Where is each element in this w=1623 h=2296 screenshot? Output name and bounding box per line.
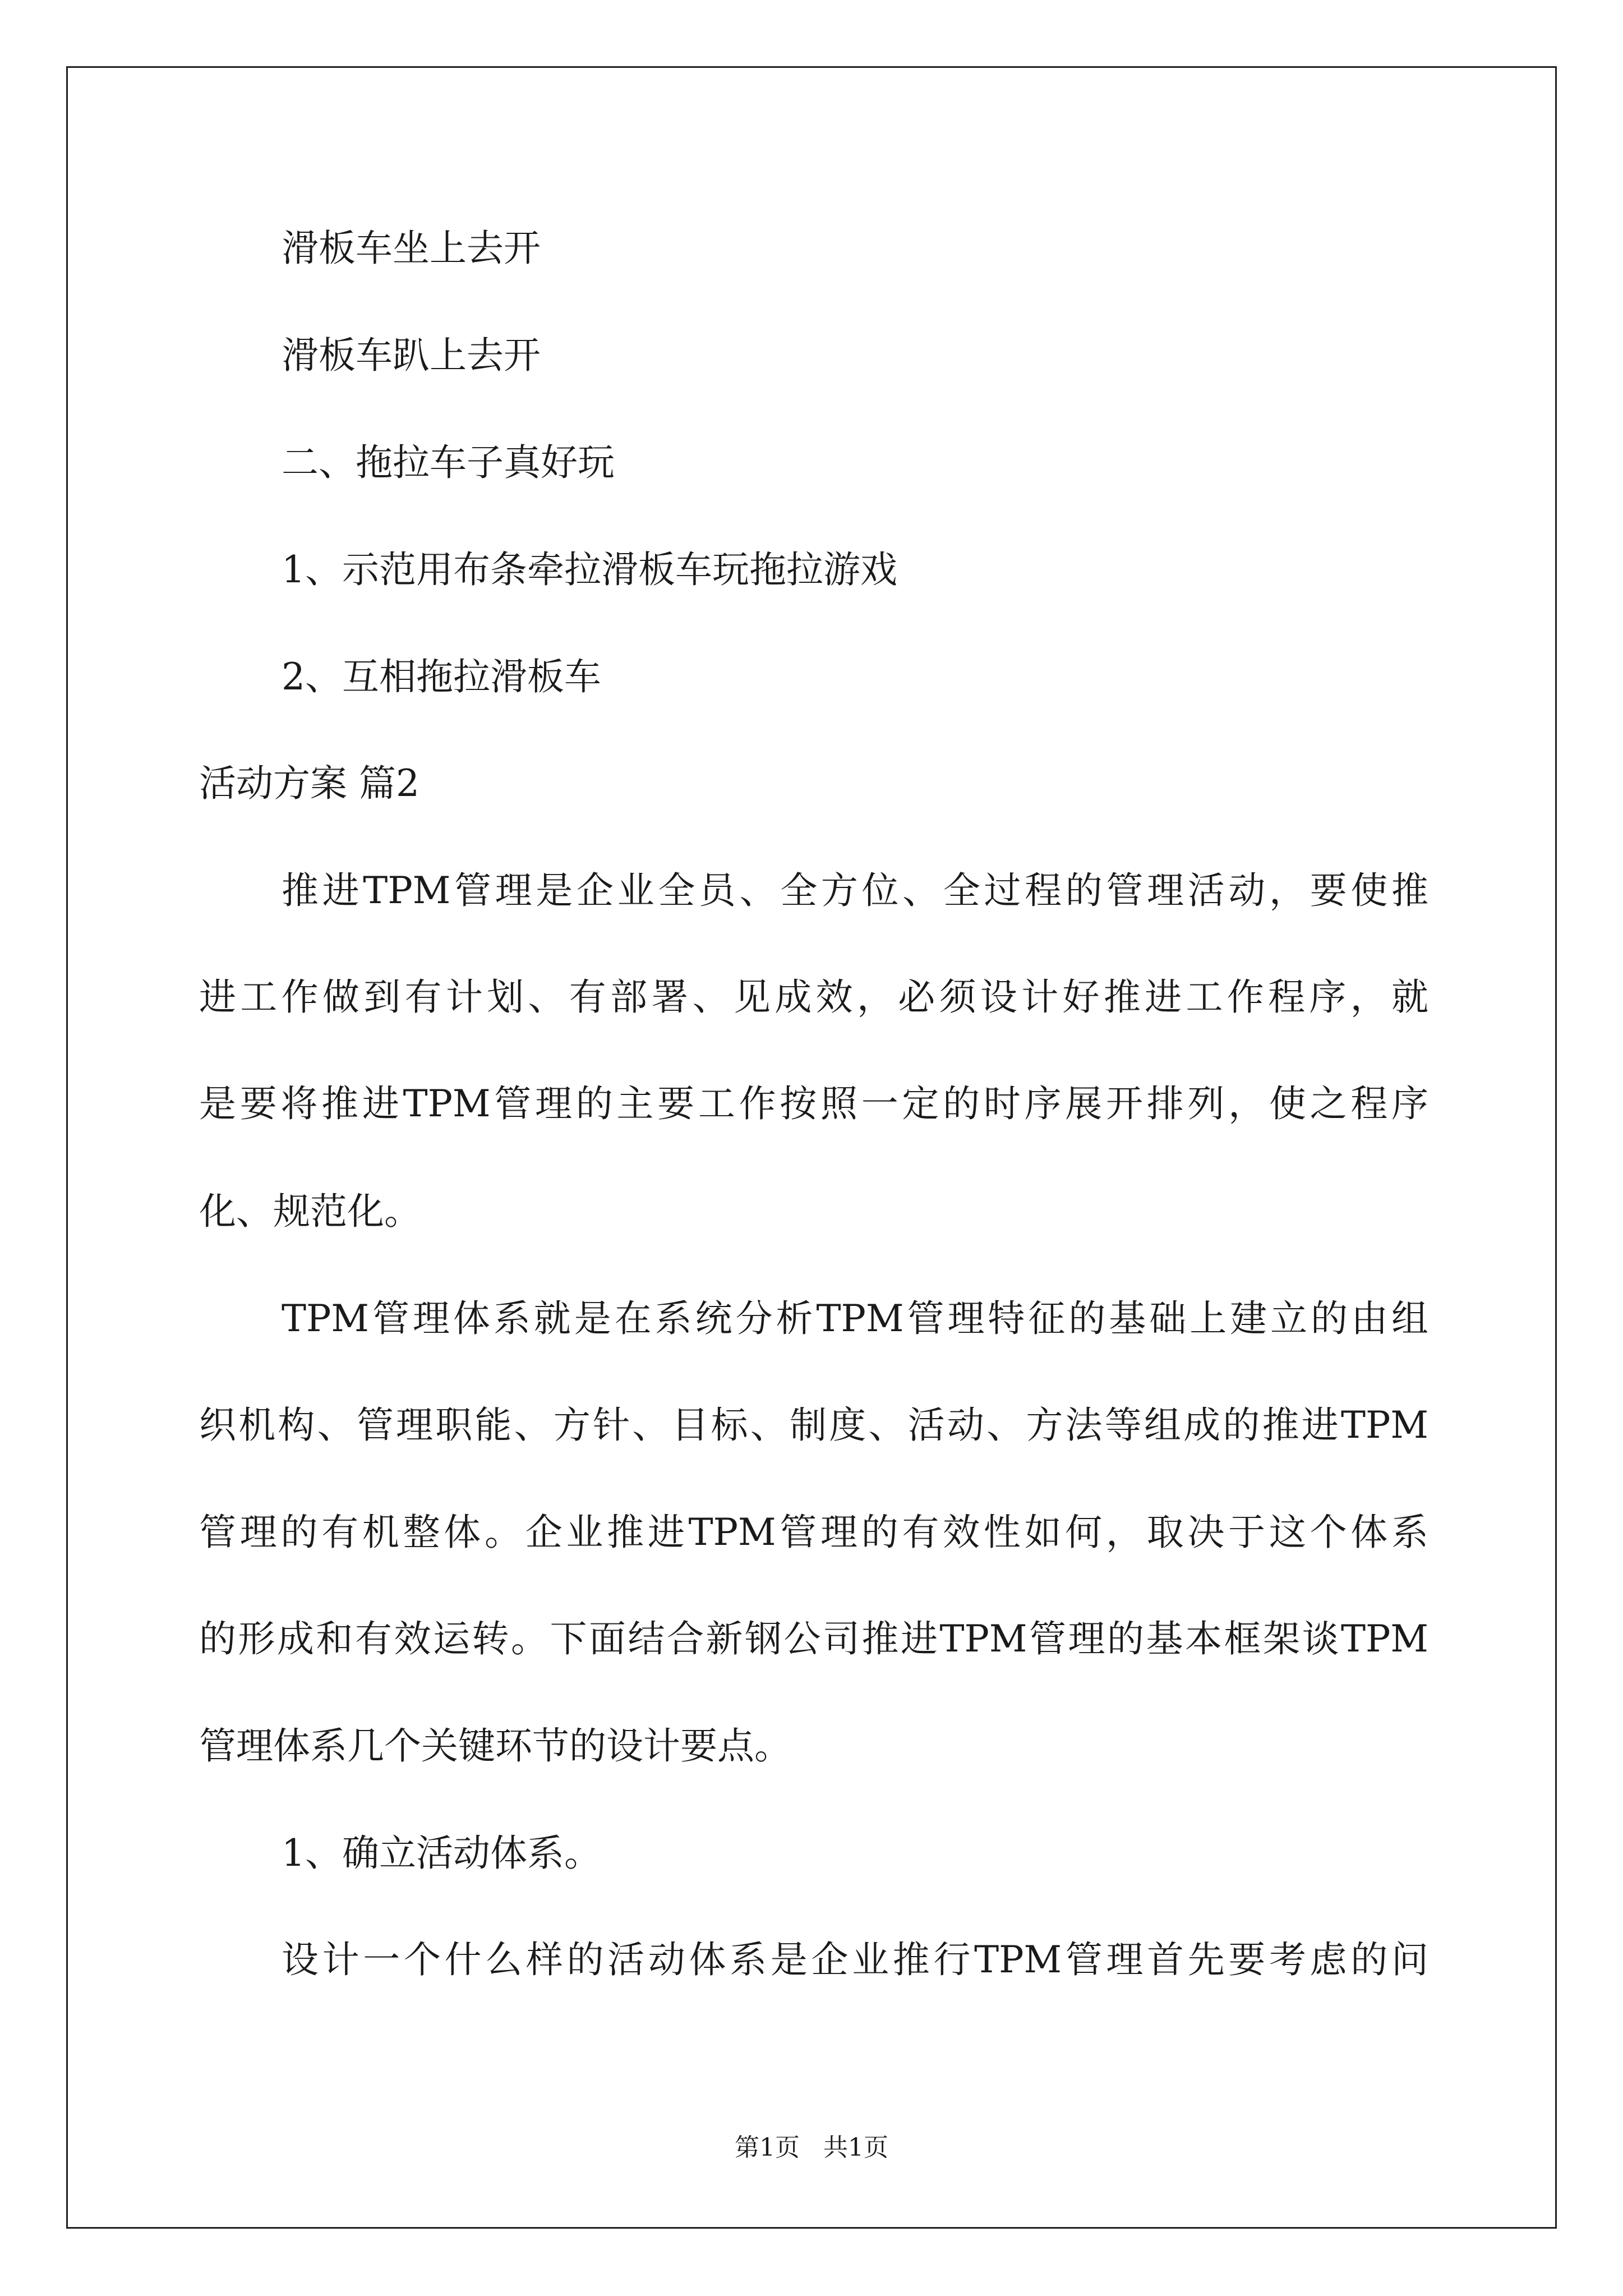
paragraph-line: 是要将推进TPM管理的主要工作按照一定的时序展开排列，使之程序 — [199, 1082, 1428, 1125]
text-line: 滑板车趴上去开 — [282, 334, 541, 377]
paragraph-line: 管理的有机整体。企业推进TPM管理的有效性如何，取决于这个体系 — [199, 1511, 1428, 1554]
paragraph-line: TPM管理体系就是在系统分析TPM管理特征的基础上建立的由组 — [282, 1297, 1428, 1340]
paragraph-line: 化、规范化。 — [199, 1190, 421, 1233]
list-item: 1、示范用布条牵拉滑板车玩拖拉游戏 — [282, 548, 897, 591]
page-number: 第1页 — [735, 2133, 800, 2162]
section-heading: 二、拖拉车子真好玩 — [282, 441, 615, 484]
paragraph-line: 的形成和有效运转。下面结合新钢公司推进TPM管理的基本框架谈TPM — [199, 1617, 1428, 1660]
paragraph-line: 管理体系几个关键环节的设计要点。 — [199, 1724, 791, 1768]
paragraph-line: 推进TPM管理是企业全员、全方位、全过程的管理活动，要使推 — [282, 869, 1428, 912]
paragraph-line: 设计一个什么样的活动体系是企业推行TPM管理首先要考虑的问 — [282, 1938, 1428, 1981]
page-border — [66, 66, 1557, 2229]
list-item: 2、互相拖拉滑板车 — [282, 655, 601, 698]
paragraph-line: 织机构、管理职能、方针、目标、制度、活动、方法等组成的推进TPM — [199, 1404, 1428, 1447]
list-item: 1、确立活动体系。 — [282, 1832, 601, 1875]
paragraph-line: 进工作做到有计划、有部署、见成效，必须设计好推进工作程序，就 — [199, 976, 1428, 1019]
page-total: 共1页 — [823, 2133, 888, 2162]
article-heading: 活动方案 篇2 — [199, 762, 419, 805]
page-footer — [0, 2133, 1623, 2162]
text-line: 滑板车坐上去开 — [282, 227, 541, 270]
